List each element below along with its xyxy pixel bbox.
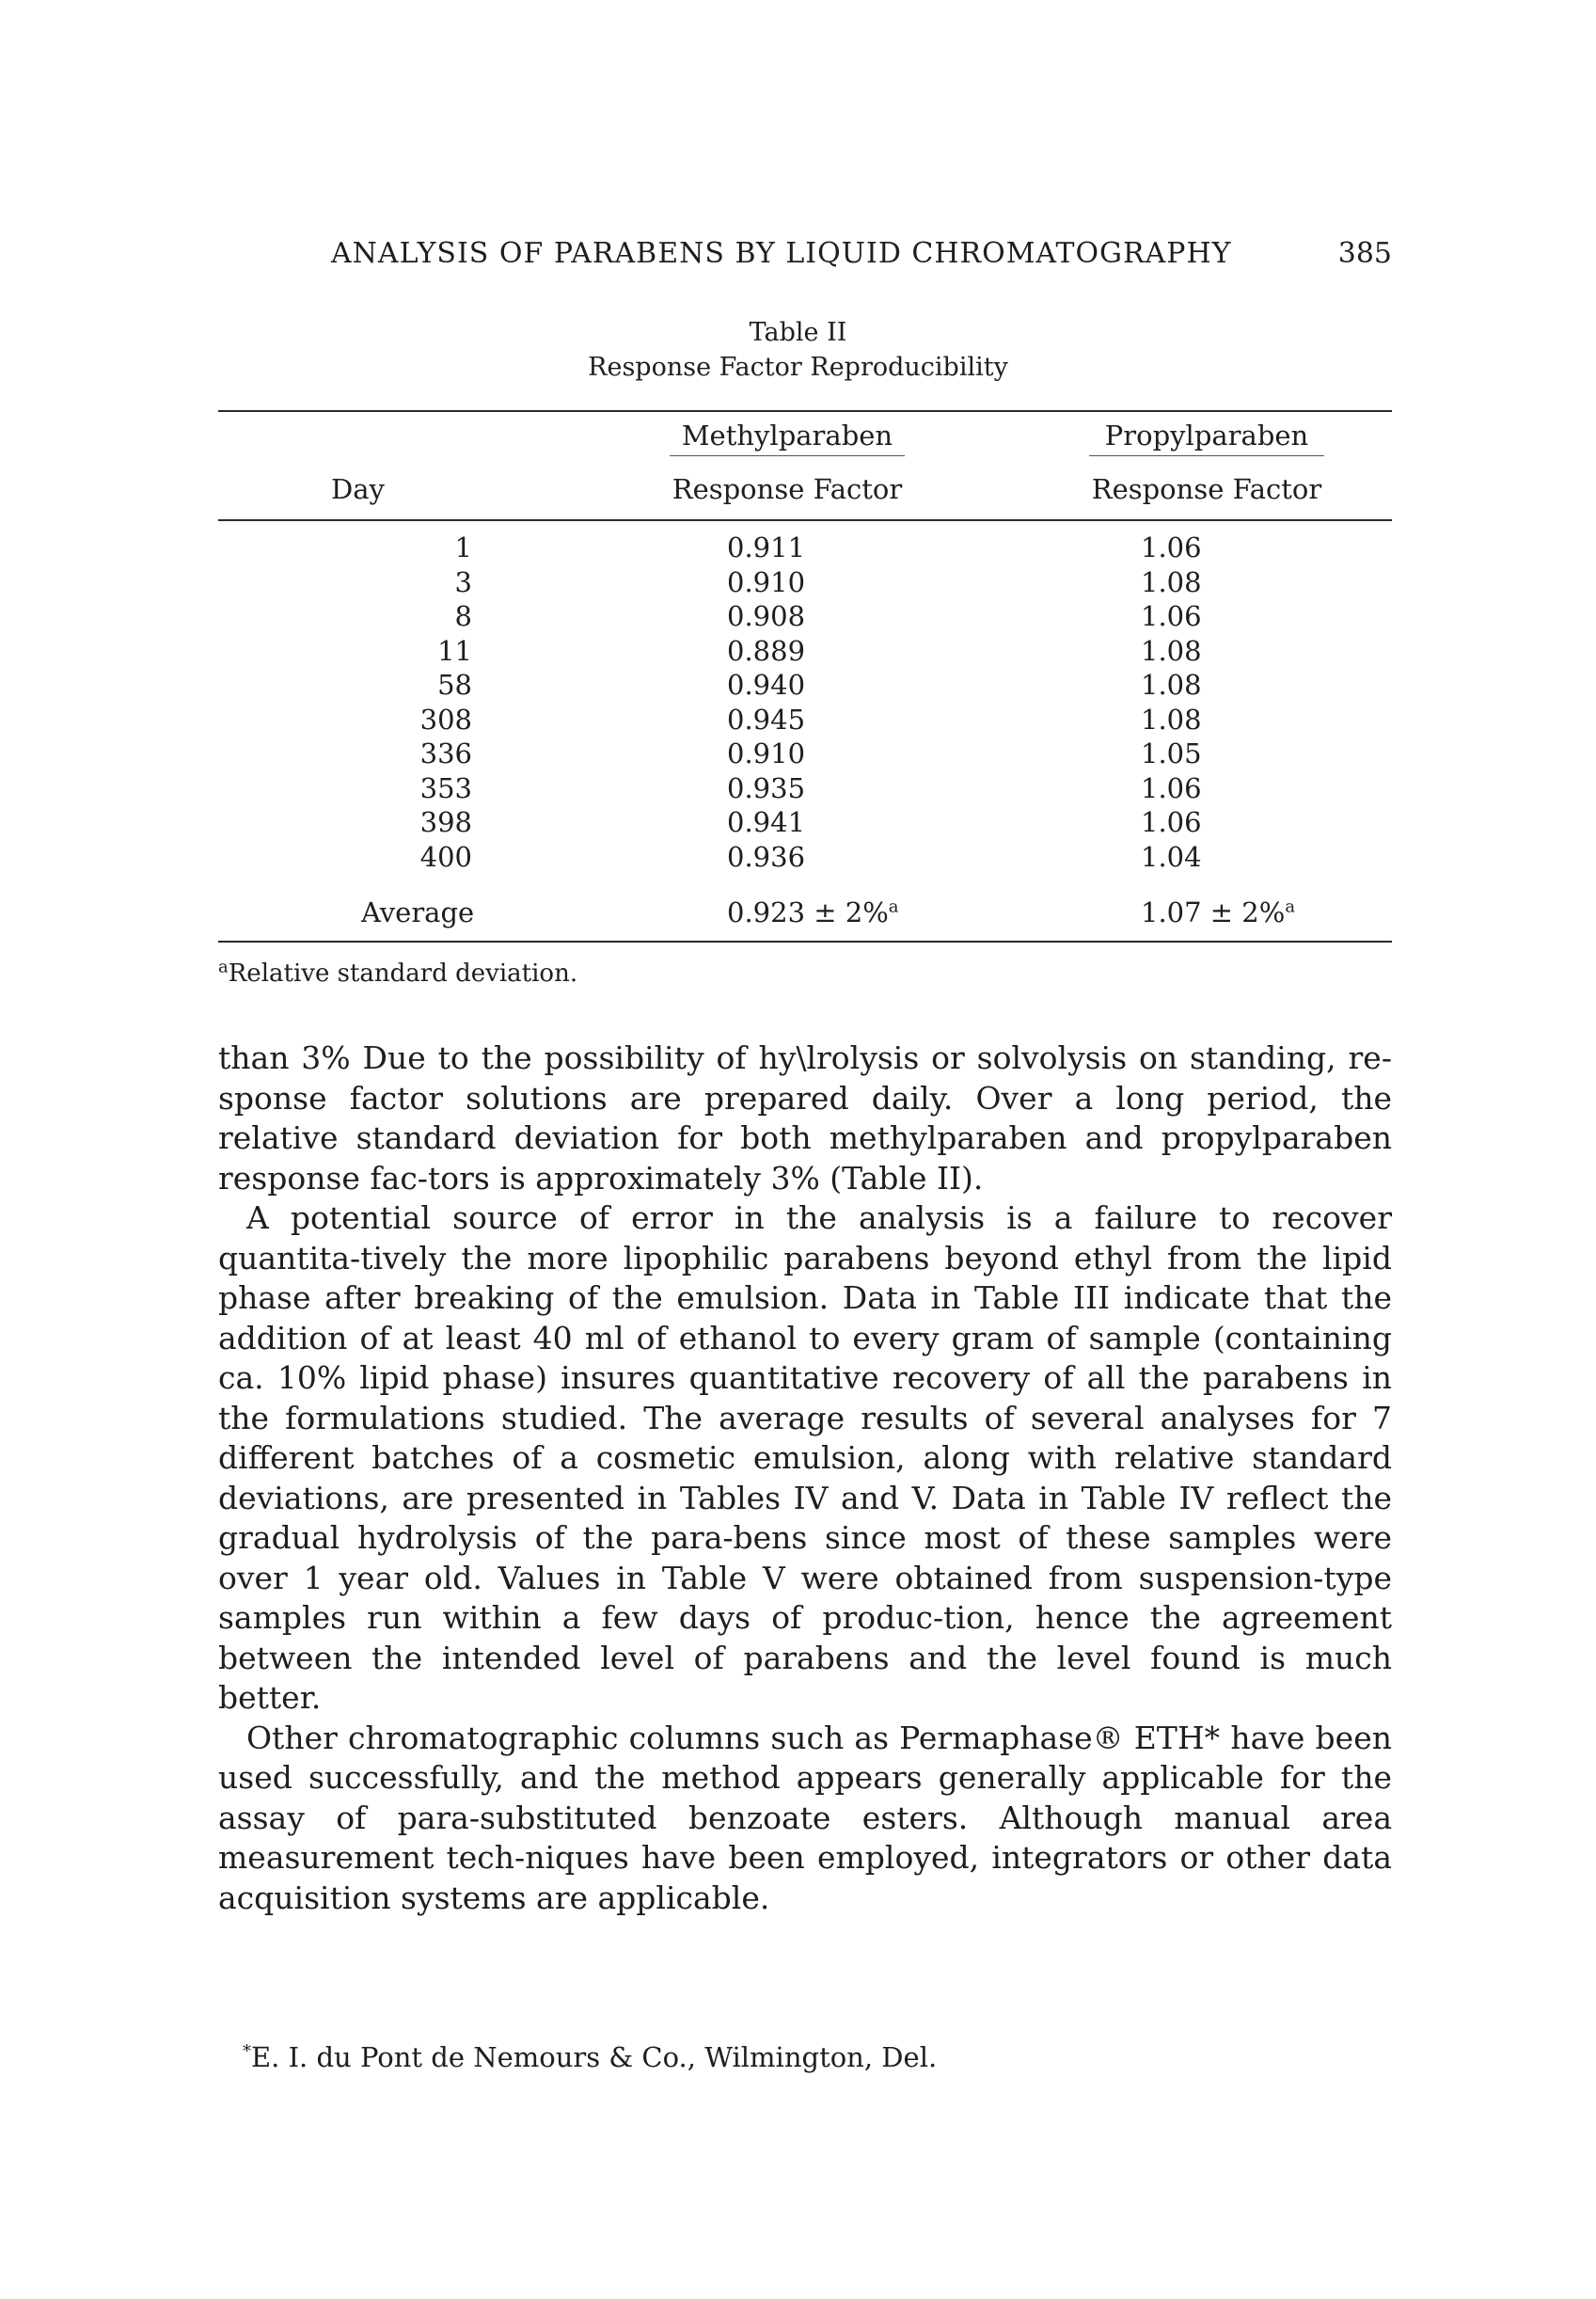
page-footnote [243,2041,937,2073]
page-number: 385 [1337,237,1392,270]
row-propyl-response: 1.08 [1141,565,1202,598]
row-methyl-response: 0.945 [727,703,806,736]
row-day: 400 [419,840,472,873]
propylparaben-header: Propylparaben [1104,420,1309,452]
row-day: 1 [454,531,472,563]
paragraph-2: A potential source of error in the analysis is a failure to recover quantita-tively the more lipophilic parabens beyond ethyl from the lipid phase after breaking of the emulsion. Data in Table III indicate that the addition of at least 40 ml of ethanol to every gram of sample (containing ca. 10% lipid phase) insures quantitative recovery of all the parabens in the formulations studied. The average results of several analyses for 7 different batches of a cosmetic emulsion, along with relative standard deviations, are presented in Tables IV and V. Data in Table IV reflect the gradual hydrolysis of the para-bens since most of these samples were over 1 year old. Values in Table V were obtained from suspension-type samples run within a few days of produc-tion, hence the agreement between the intended level of parabens and the level found is much better. [218,1199,1392,1716]
row-day: 308 [419,703,472,736]
paragraph-3: Other chromatographic columns such as Permaphase® ETH* have been used successfully, and the method appears generally applicable for the assay of para-substituted benzoate esters. Although manual area measurement tech-niques have been employed, integrators or other data acquisition systems are applicable. [218,1719,1392,1916]
row-methyl-response: 0.908 [727,600,806,632]
day-column [331,531,472,874]
average-methyl [727,896,899,928]
row-day: 353 [419,771,472,804]
row-propyl-response: 1.08 [1141,669,1202,701]
average-label: Average [361,896,475,928]
row-methyl-response: 0.941 [727,806,806,838]
table-top-rule [218,410,1392,412]
row-propyl-response: 1.06 [1141,806,1202,838]
propyl-group-rule [1089,455,1324,456]
table-footnote [218,959,577,988]
table-bottom-rule [218,941,1392,943]
row-day: 3 [454,565,472,598]
average-propyl-value: 1.07 ± 2% [1141,896,1286,928]
table-footnote-text: Relative standard deviation. [228,959,578,988]
propyl-column [1141,531,1202,874]
paragraph-1: than 3% Due to the possibility of hy\lrolysis or solvolysis on standing, re-sponse factor solutions are prepared daily. Over a long period, the relative standard deviation for both methylparaben and propylparaben response fac-tors is approximately 3% (Table II). [218,1039,1392,1197]
running-header [331,237,1392,275]
average-methyl-marker: a [888,896,899,917]
row-propyl-response: 1.04 [1141,840,1202,873]
methyl-group-rule [670,455,905,456]
running-title: ANALYSIS OF PARABENS BY LIQUID CHROMATOGRAPHY [331,237,1232,270]
row-propyl-response: 1.05 [1141,737,1202,769]
row-methyl-response: 0.940 [727,669,806,701]
row-methyl-response: 0.911 [727,531,806,563]
methylparaben-header: Methylparaben [681,420,893,452]
header-bottom-rule [218,519,1392,521]
row-day: 336 [419,737,472,769]
page-footnote-marker: * [243,2041,251,2062]
row-methyl-response: 0.910 [727,565,806,598]
day-column-header: Day [331,473,385,505]
row-propyl-response: 1.06 [1141,600,1202,632]
row-methyl-response: 0.935 [727,771,806,804]
row-day: 11 [437,634,472,667]
row-propyl-response: 1.06 [1141,771,1202,804]
row-propyl-response: 1.08 [1141,703,1202,736]
body-text [218,1039,1392,1918]
row-methyl-response: 0.936 [727,840,806,873]
row-day: 398 [419,806,472,838]
average-propyl-marker: a [1285,896,1296,917]
row-methyl-response: 0.889 [727,634,806,667]
row-methyl-response: 0.910 [727,737,806,769]
row-propyl-response: 1.06 [1141,531,1202,563]
average-propyl [1141,896,1295,928]
table-caption-number: Table II [749,318,847,347]
page-footnote-text: E. I. du Pont de Nemours & Co., Wilmington, Del. [251,2041,938,2073]
row-propyl-response: 1.08 [1141,634,1202,667]
table-caption-title: Response Factor Reproducibility [588,353,1008,382]
row-day: 58 [437,669,472,701]
table-footnote-marker: a [218,957,229,977]
average-methyl-value: 0.923 ± 2% [727,896,889,928]
row-day: 8 [454,600,472,632]
methyl-response-factor-header: Response Factor [672,473,903,505]
methyl-column [727,531,805,874]
propyl-response-factor-header: Response Factor [1091,473,1322,505]
